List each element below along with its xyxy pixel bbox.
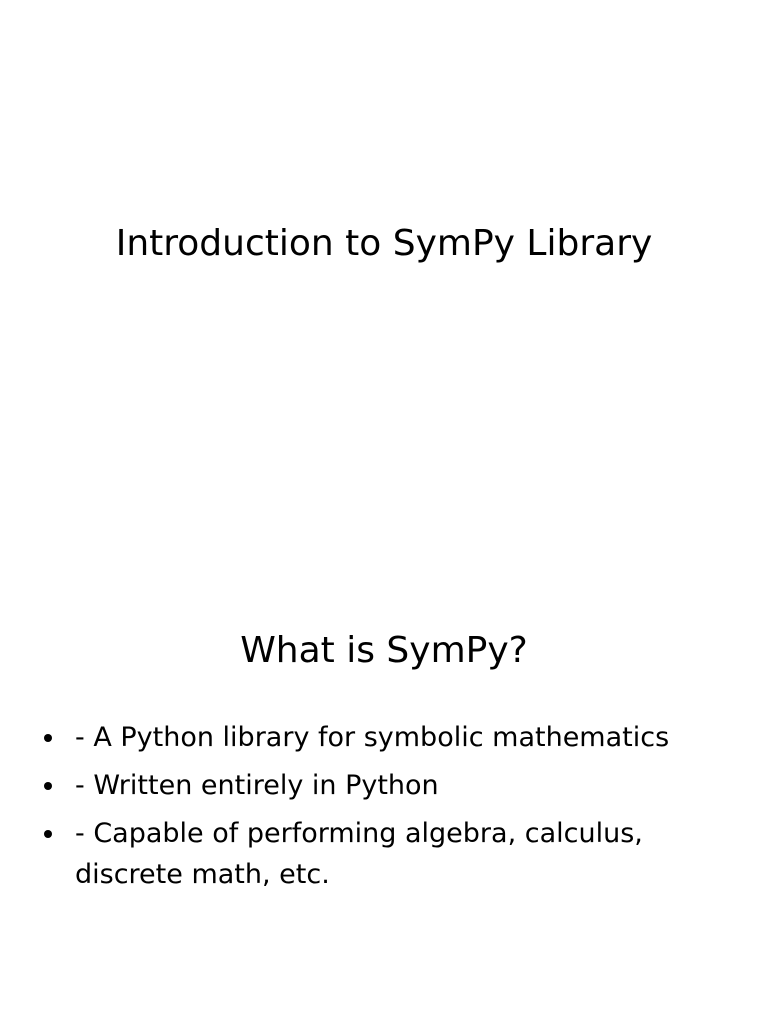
bullet-text: - Written entirely in Python xyxy=(75,770,439,801)
bullet-icon xyxy=(44,782,52,790)
slide-heading: What is SymPy? xyxy=(240,630,528,671)
bullet-item xyxy=(40,765,740,806)
bullet-list xyxy=(40,717,740,902)
slide-title-heading: Introduction to SymPy Library xyxy=(115,223,653,264)
slide-what-is-sympy xyxy=(0,512,768,1024)
bullet-icon xyxy=(44,734,52,742)
bullet-icon xyxy=(44,830,52,838)
bullet-item xyxy=(40,717,740,758)
bullet-text: - Capable of performing algebra, calculus, discrete math, etc. xyxy=(75,818,643,890)
bullet-text: - A Python library for symbolic mathematics xyxy=(75,722,670,753)
bullet-item xyxy=(40,813,740,895)
